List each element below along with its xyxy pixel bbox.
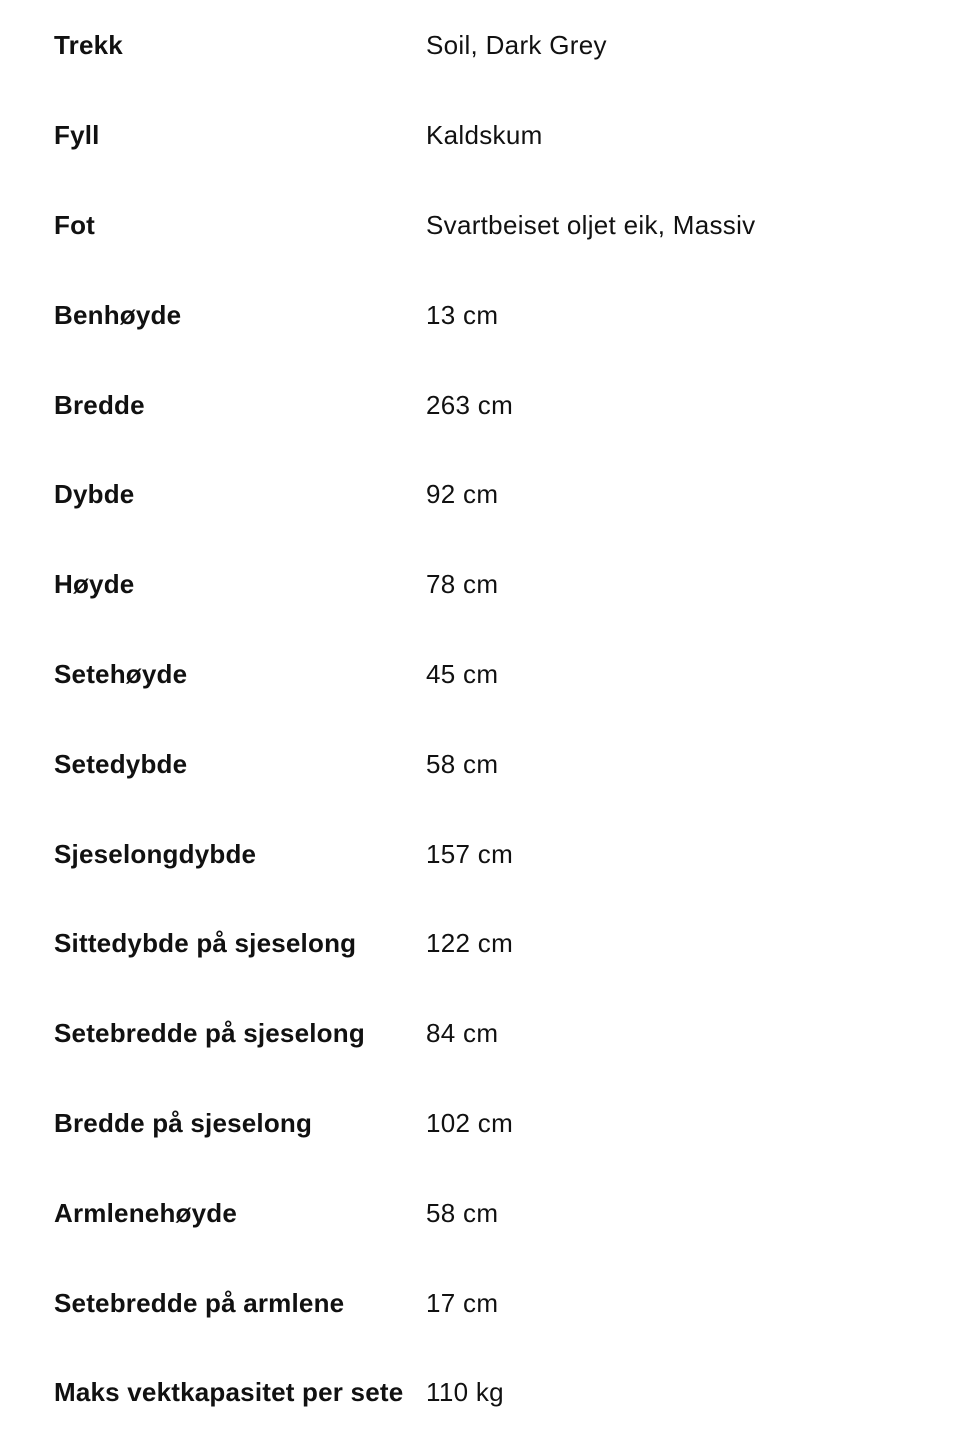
spec-row: [0, 360, 960, 450]
spec-value: Svartbeiset oljet eik, Massiv: [426, 209, 756, 240]
spec-row: [0, 989, 960, 1079]
spec-label: Bredde: [54, 389, 145, 420]
spec-label: Setedybde: [54, 748, 188, 779]
spec-label: Benhøyde: [54, 299, 182, 330]
spec-label: Fot: [54, 209, 96, 240]
spec-row: [0, 719, 960, 809]
spec-row: [0, 1079, 960, 1169]
spec-label: Setebredde på sjeselong: [54, 1018, 365, 1049]
spec-value: 157 cm: [426, 838, 514, 869]
spec-value: 263 cm: [426, 389, 514, 420]
spec-row: [0, 1, 960, 91]
spec-value: 122 cm: [426, 928, 514, 959]
spec-row: [0, 450, 960, 540]
spec-value: 17 cm: [426, 1287, 499, 1318]
spec-row: [0, 809, 960, 899]
spec-row: [0, 91, 960, 181]
spec-label: Trekk: [54, 30, 123, 61]
spec-row: [0, 270, 960, 360]
spec-value: 13 cm: [426, 299, 499, 330]
spec-value: 102 cm: [426, 1107, 514, 1138]
spec-value: 92 cm: [426, 479, 499, 510]
spec-label: Fyll: [54, 120, 100, 151]
spec-label: Armlenehøyde: [54, 1197, 238, 1228]
spec-label: Setehøyde: [54, 658, 188, 689]
spec-row: [0, 540, 960, 630]
spec-value: 110 kg: [426, 1377, 504, 1408]
spec-label: Maks vektkapasitet per sete: [54, 1377, 404, 1408]
spec-row: [0, 1258, 960, 1348]
spec-label: Høyde: [54, 569, 135, 600]
spec-value: Kaldskum: [426, 120, 543, 151]
spec-label: Sjeselongdybde: [54, 838, 257, 869]
spec-label: Bredde på sjeselong: [54, 1107, 313, 1138]
spec-row: [0, 899, 960, 989]
spec-value: 45 cm: [426, 658, 499, 689]
spec-label: Setebredde på armlene: [54, 1287, 345, 1318]
spec-row: [0, 1348, 960, 1438]
spec-value: 58 cm: [426, 748, 499, 779]
spec-row: [0, 630, 960, 720]
spec-label: Sittedybde på sjeselong: [54, 928, 357, 959]
spec-row: [0, 1168, 960, 1258]
spec-value: 58 cm: [426, 1197, 499, 1228]
spec-row: [0, 181, 960, 271]
spec-value: Soil, Dark Grey: [426, 30, 607, 61]
spec-label: Dybde: [54, 479, 135, 510]
spec-value: 78 cm: [426, 569, 499, 600]
spec-value: 84 cm: [426, 1018, 499, 1049]
